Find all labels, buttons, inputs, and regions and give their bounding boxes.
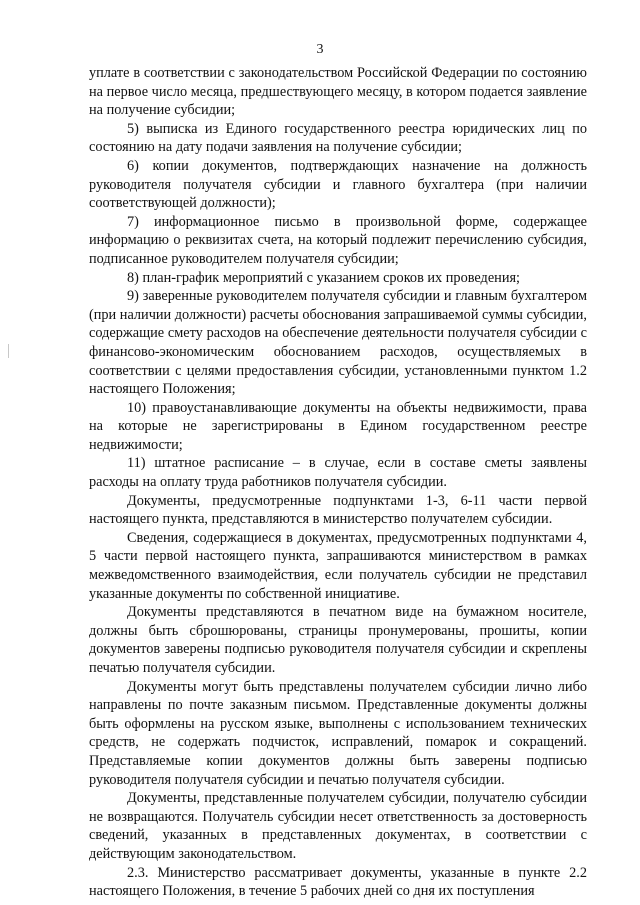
paragraph-item-7: 7) информационное письмо в произвольной форме, содержащее информацию о реквизитах счета, на который подлежит перечислению субсидия, подписанное руководителем получателя субсидии; [89,213,587,267]
paragraph-print-format: Документы представляются в печатном виде на бумажном носителе, должны быть сброшюрованы, страницы пронумерованы, прошиты, копии документов заверены подписью руководителя получателя субсидии и скреплены печатью получателя субсидии. [89,604,587,676]
paragraph-continuation: уплате в соответствии с законодательством Российской Федерации по состоянию на первое число месяца, предшествующего месяцу, в котором подается заявление на получение субсидии; [89,65,587,119]
paragraph-item-5: 5) выписка из Единого государственного реестра юридических лиц по состоянию на дату подачи заявления на получение субсидии; [89,120,587,156]
paragraph-no-return: Документы, представленные получателем субсидии, получателю субсидии не возвращаются. Получатель субсидии несет ответственность за достоверность сведений, указанных в представленных документах, в соответствии с действующим законодательством. [89,790,587,862]
paragraph-item-10: 10) правоустанавливающие документы на объекты недвижимости, права на которые не зарегистрированы в Едином государственном реестре недвижимости; [89,399,587,453]
page-number: 3 [316,42,324,57]
paragraph-item-11: 11) штатное расписание – в случае, если в составе сметы заявлены расходы на оплату труда работников получателя субсидии. [89,455,587,491]
paragraph-delivery-requirements: Документы могут быть представлены получателем субсидии лично либо направлены по почте заказным письмом. Представленные документы должны быть оформлены на русском языке, выполнены с использованием технических средств, не содержать подчисток, исправлений, помарок и сокращений. Представляемые копии документов должны быть заверены подписью руководителя получателя субсидии и печатью получателя субсидии. [89,678,587,788]
paragraph-section-2-3: 2.3. Министерство рассматривает документы, указанные в пункте 2.2 настоящего Положения, в течение 5 рабочих дней со дня их поступления [89,864,587,900]
paragraph-documents-submission: Документы, предусмотренные подпунктами 1-3, 6-11 части первой настоящего пункта, представляются в министерство получателем субсидии. [89,492,587,528]
paragraph-item-8: 8) план-график мероприятий с указанием сроков их проведения; [127,269,521,286]
paragraph-item-9: 9) заверенные руководителем получателя субсидии и главным бухгалтером (при наличии должности) расчеты обоснования запрашиваемой суммы субсидии, содержащие смету расходов на обеспечение деятельности получателя субсидии с финансово-экономическим обоснованием расходов, осуществляемых в соответствии с целями предоставления субсидии, установленными пунктом 1.2 настоящего Положения; [89,288,587,398]
paragraph-item-6: 6) копии документов, подтверждающих назначение на должность руководителя получателя субсидии и главного бухгалтера (при наличии соответствующей должности); [89,157,587,212]
document-body [89,64,587,901]
scan-edge-mark [8,344,9,358]
paragraph-interagency-request: Сведения, содержащиеся в документах, предусмотренных подпунктами 4, 5 части первой настоящего пункта, запрашиваются министерством в рамках межведомственного взаимодействия, если получатель субсидии не представил указанные документы по собственной инициативе. [89,529,587,602]
